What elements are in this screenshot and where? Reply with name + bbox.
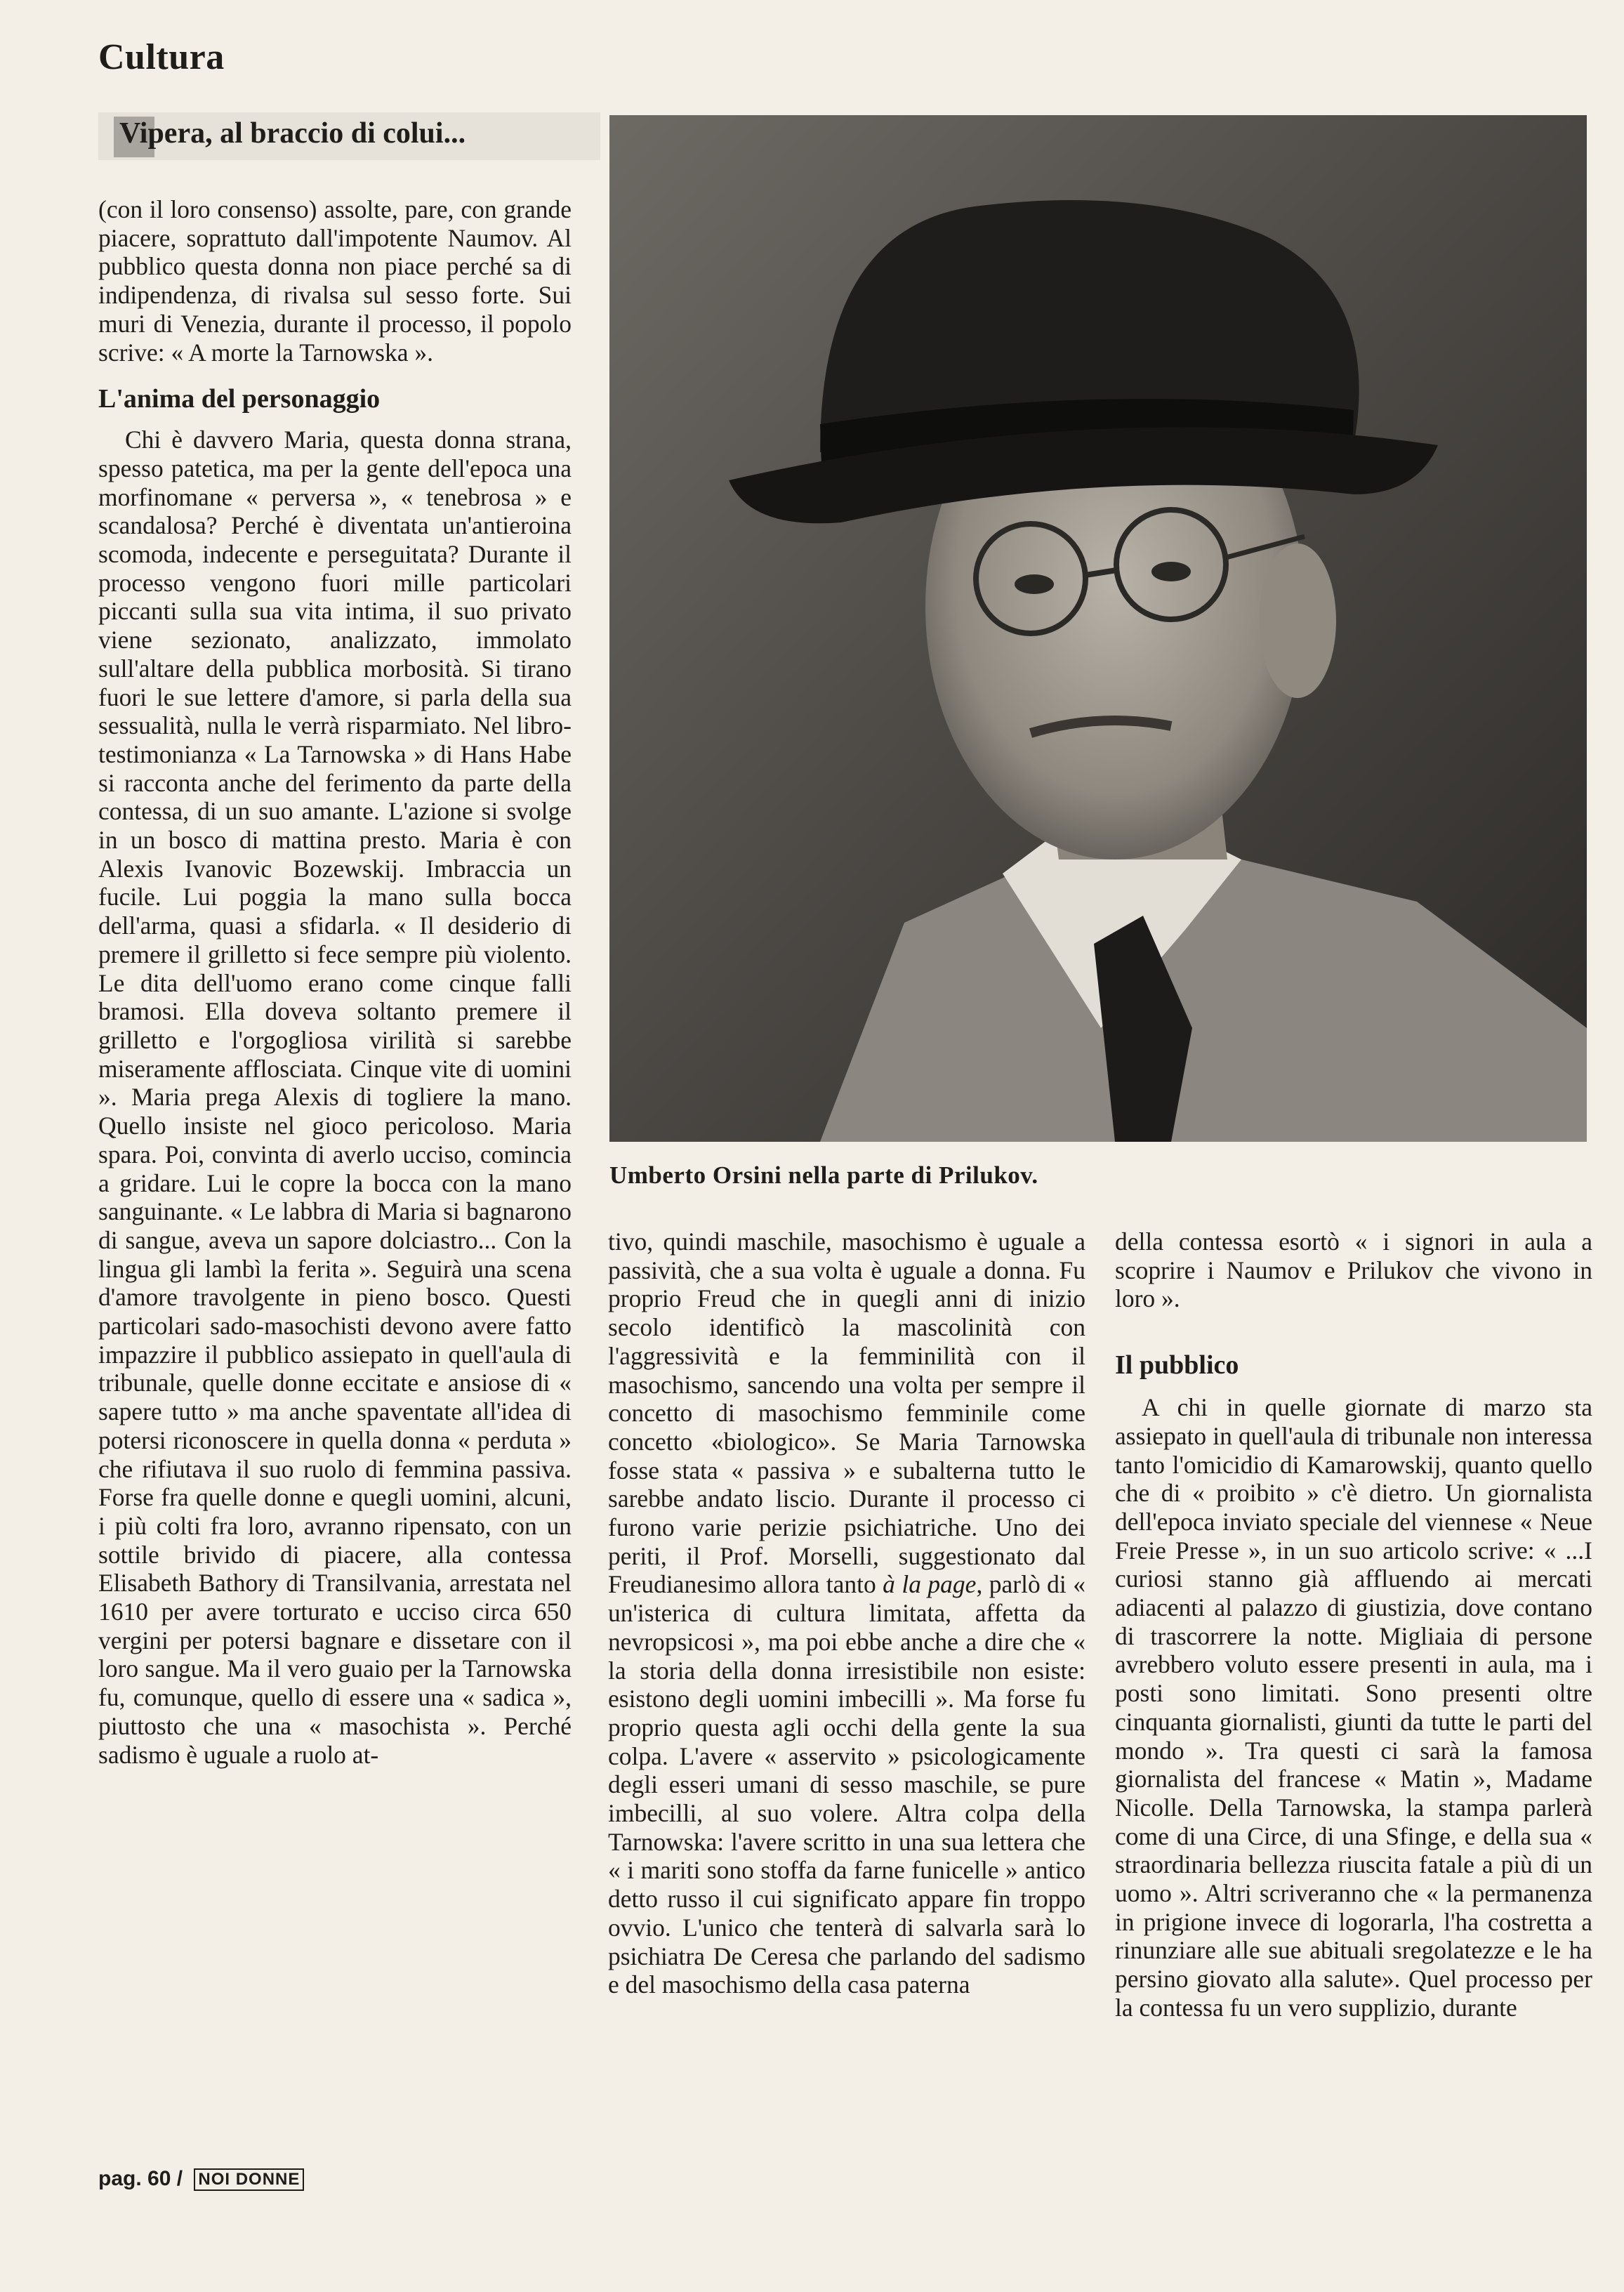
paragraph	[608, 1227, 1085, 1999]
page-footer	[98, 2167, 304, 2191]
paragraph: Chi è davvero Maria, questa donna strana, spesso patetica, ma per la gente dell'epoca una morfinomane « perversa », « tenebrosa » e scandalosa? Perché è diventata un'antieroina scomoda, indecente e perseguitata? Durante il processo vengono fuori mille particolari piccanti sulla sua vita intima, il suo privato viene sezionato, analizzato, immolato sull'altare della pubblica morbosità. Si tirano fuori le sue lettere d'amore, si parla della sua sessualità, nulla le verrà risparmiato. Nel libro-testimonianza « La Tarnowska » di Hans Habe si racconta anche del ferimento da parte della contessa, di un suo amante. L'azione si svolge in un bosco di mattina presto. Maria è con Alexis Ivanovic Bozewskij. Imbraccia un fucile. Lui poggia la mano sulla bocca dell'arma, quasi a sfidarla. « Il desiderio di premere il grilletto si fece sempre più violento. Le dita dell'uomo erano come cinque falli bramosi. Ella doveva soltanto premere il grilletto e l'orgogliosa virilità si sarebbe miseramente afflosciata. Cinque vite di uomini ». Maria prega Alexis di togliere la mano. Quello insiste nel gioco pericoloso. Maria spara. Poi, convinta di averlo ucciso, comincia a gridare. Lui le copre la bocca con la mano sanguinante. « Le labbra di Maria si bagnarono di sangue, aveva un sapore dolciastro... Con la lingua gli lambì la ferita ». Seguirà una scena d'amore travolgente in pieno bosco. Questi particolari sado-masochisti devono avere fatto impazzire il pubblico assiepato in quell'aula di tribunale, quelle donne eccitate e ansiose di « sapere tutto » ma anche spaventate all'idea di potersi riconoscere in quella donna « perduta » che rifiutava il suo ruolo di femmina passiva. Forse fra quelle donne e quegli uomini, alcuni, i più colti fra loro, avranno ripensato, con un sottile brivido di piacere, alla contessa Elisabeth Bathory di Transilvania, arrestata nel 1610 per avere torturato e ucciso circa 650 vergini per potersi bagnare e dissetare con il loro sangue. Ma il vero guaio per la Tarnowska fu, comunque, quello di essere una « sadica », piuttosto che una « masochista ». Perché sadismo è uguale a ruolo at-	[98, 426, 572, 1769]
paragraph: A chi in quelle giornate di marzo sta assiepato in quell'aula di tribunale non interessa tanto l'omicidio di Kamarowskij, quanto quello che di « proibito » c'è dietro. Un giornalista dell'epoca inviato speciale del viennese « Neue Freie Presse », in un suo articolo scrive: « ...I curiosi stanno già affluendo ai mercati adiacenti al palazzo di giustizia, dove contano di trascorrere la notte. Migliaia di persone avrebbero voluto essere presenti in aula, ma i posti sono limitati. Sono presenti oltre cinquanta giornalisti, giunti da tutte le parti del mondo ». Tra questi ci sarà la famosa giornalista del francese « Matin », Madame Nicolle. Della Tarnowska, la stampa parlerà come di una Circe, di una Sfinge, e della sua « straordinaria bellezza riuscita fatale a più di un uomo ». Altri scriveranno che « la permanenza in prigione invece di logorarla, l'ha costretta a rinunziare alle sue abituali sregolatezze e le ha persino giovato alla salute». Quel processo per la contessa fu un vero supplizio, durante	[1115, 1393, 1592, 2022]
subheading-personaggio: L'anima del personaggio	[98, 384, 381, 414]
photo-umberto-orsini	[609, 115, 1587, 1142]
article-title: Vipera, al braccio di colui...	[119, 117, 466, 150]
article-header	[98, 112, 600, 160]
subheading-pubblico: Il pubblico	[1115, 1350, 1239, 1381]
paragraph: della contessa esortò « i signori in aula a scoprire i Naumov e Prilukov che vivono in loro ».	[1115, 1227, 1592, 1313]
photo-caption: Umberto Orsini nella parte di Prilukov.	[609, 1161, 1038, 1189]
paragraph-text-cont: , parlò di « un'isterica di cultura limitata, affetta da nevropsicosi », ma poi ebbe anche a dire che « la storia della donna irresistibile non esiste: esistono degli uomini imbecilli ». Ma forse fu proprio questa agli occhi della gente la sua colpa. L'avere « asservito » psicologicamente degli esseri umani di sesso maschile, se pure imbecilli, al suo volere. Altra colpa della Tarnowska: l'avere scritto in una sua lettera che « i mariti sono stoffa da farne funicelle » antico detto russo il cui significato appare fin troppo ovvio. L'unico che tenterà di salvarla sarà lo psichiatra De Ceresa che parlando del sadismo e del masochismo della casa paterna	[608, 1570, 1085, 1999]
column-1	[98, 195, 572, 1769]
section-title: Cultura	[98, 37, 225, 77]
paragraph-text: tivo, quindi maschile, masochismo è uguale a passività, che a sua volta è uguale a donna. Fu proprio Freud che in quegli anni di inizio secolo identificò la mascolinità con l'aggressività e la femminilità con il masochismo, sancendo una volta per sempre il concetto di masochismo femminile come concetto «biologico». Se Maria Tarnowska fosse stata « passiva » e subalterna tutto le sarebbe andato liscio. Durante il processo ci furono varie perizie psichiatriche. Uno dei periti, il Prof. Morselli, suggestionato dal Freudianesimo allora tanto	[608, 1227, 1085, 1599]
paragraph: (con il loro consenso) assolte, pare, con grande piacere, soprattuto dall'impotente Naumov. Al pubblico questa donna non piace perché sa di indipendenza, di rivalsa sul sesso forte. Sui muri di Venezia, durante il processo, il popolo scrive: « A morte la Tarnowska ».	[98, 195, 572, 367]
column-3	[1115, 1227, 1592, 2022]
italic-phrase: à la page	[883, 1570, 977, 1599]
magazine-logo: NOI DONNE	[194, 2168, 304, 2191]
page-number: pag. 60 /	[98, 2167, 183, 2190]
column-2	[608, 1227, 1085, 1999]
